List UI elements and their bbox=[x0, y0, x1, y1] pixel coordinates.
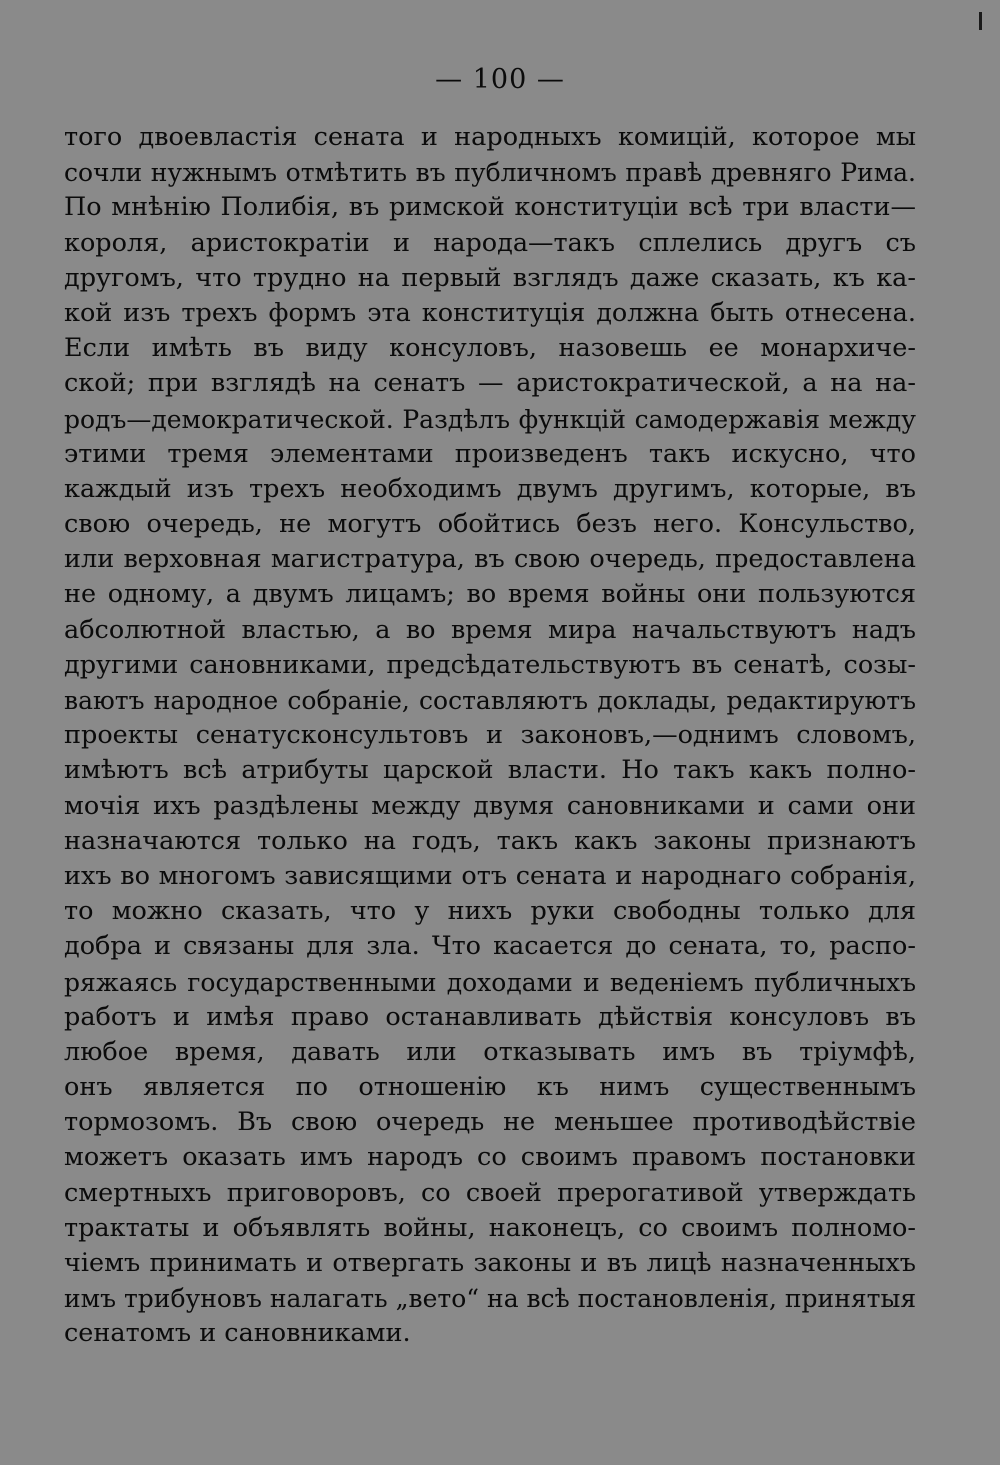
text-line: абсолютной властью, а во время мира начальствуютъ надъ bbox=[64, 614, 916, 645]
text-line: сочли нужнымъ отмѣтить въ публичномъ правѣ древняго Рима. bbox=[64, 158, 916, 188]
text-line: того двоевластія сената и народныхъ комицій, которое мы bbox=[64, 122, 916, 152]
text-line: этими тремя элементами произведенъ такъ искусно, что bbox=[64, 438, 916, 469]
text-line: кой изъ трехъ формъ эта конституція должна быть отнесена. bbox=[64, 297, 916, 328]
text-line: проекты сенатусконсультовъ и законовъ,—однимъ словомъ, bbox=[64, 720, 916, 751]
text-line: другомъ, что трудно на первый взглядъ даже сказать, къ ка- bbox=[64, 262, 916, 293]
text-line: сенатомъ и сановниками. bbox=[64, 1318, 411, 1349]
page-number: — 100 — bbox=[435, 64, 565, 95]
text-line: имѣютъ всѣ атрибуты царской власти. Но такъ какъ полно- bbox=[64, 755, 916, 786]
text-line: свою очередь, не могутъ обойтись безъ него. Консульство, bbox=[64, 509, 916, 540]
text-line: онъ является по отношенію къ нимъ существеннымъ bbox=[64, 1072, 916, 1103]
text-line: ихъ во многомъ зависящими отъ сената и народнаго собранія, bbox=[64, 860, 916, 891]
text-line: ваютъ народное собраніе, составляютъ доклады, редактируютъ bbox=[64, 686, 916, 715]
text-line: тормозомъ. Въ свою очередь не меньшее противодѣйствіе bbox=[64, 1107, 916, 1138]
text-line: то можно сказать, что у нихъ руки свободны только для bbox=[64, 896, 916, 927]
text-line: назначаются только на годъ, такъ какъ законы признаютъ bbox=[64, 825, 916, 856]
text-line: Если имѣть въ виду консуловъ, назовешь ее монархиче- bbox=[64, 333, 916, 364]
text-line: родъ—демократической. Раздѣлъ функцій самодержавія между bbox=[64, 404, 916, 434]
text-line: или верховная магистратура, въ свою очередь, предоставлена bbox=[64, 544, 916, 575]
text-line: По мнѣнію Полибія, въ римской конституціи всѣ три власти— bbox=[64, 192, 916, 223]
text-line: каждый изъ трехъ необходимъ двумъ другимъ, которые, въ bbox=[64, 473, 916, 504]
text-line: любое время, давать или отказывать имъ въ тріумфѣ, bbox=[64, 1036, 916, 1067]
text-line: другими сановниками, предсѣдательствуютъ въ сенатѣ, созы- bbox=[64, 649, 916, 680]
text-line: ряжаясь государственными доходами и веденіемъ публичныхъ bbox=[64, 967, 916, 997]
text-line: мочія ихъ раздѣлены между двумя сановниками и сами они bbox=[64, 790, 916, 821]
text-line: ской; при взглядѣ на сенатъ — аристократической, а на на- bbox=[64, 368, 916, 399]
text-line: смертныхъ приговоровъ, со своей прерогативой утверждать bbox=[64, 1177, 916, 1208]
text-line: добра и связаны для зла. Что касается до сената, то, распо- bbox=[64, 931, 916, 962]
text-line: короля, аристократіи и народа—такъ сплелись другъ съ bbox=[64, 227, 916, 258]
text-line: работъ и имѣя право останавливать дѣйствія консуловъ въ bbox=[64, 1001, 916, 1032]
text-line: можетъ оказать имъ народъ со своимъ правомъ постановки bbox=[64, 1142, 916, 1173]
text-line: трактаты и объявлять войны, наконецъ, со своимъ полномо- bbox=[64, 1212, 916, 1243]
body-text bbox=[64, 120, 916, 1352]
text-line: чіемъ принимать и отвергать законы и въ лицѣ назначенныхъ bbox=[64, 1248, 916, 1278]
text-line: не одному, а двумъ лицамъ; во время войны они пользуются bbox=[64, 579, 916, 610]
scan-corner-mark bbox=[979, 12, 982, 30]
text-line: имъ трибуновъ налагать „вето“ на всѣ постановленія, принятыя bbox=[64, 1284, 916, 1314]
